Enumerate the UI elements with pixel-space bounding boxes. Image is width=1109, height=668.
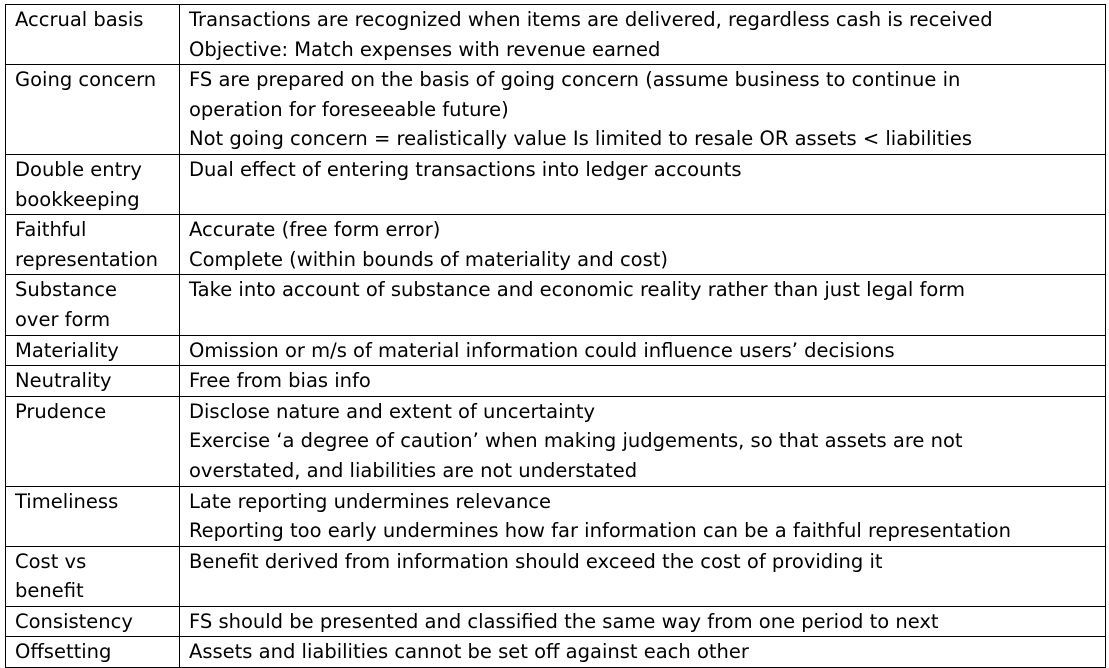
concept-term-cell — [6, 396, 180, 486]
concept-description-cell — [180, 154, 1106, 214]
concept-description-line: Not going concern = realistically value Is limited to resale OR assets < liabilities — [189, 127, 973, 151]
concept-term-cell — [6, 65, 180, 155]
concept-description-cell — [180, 65, 1106, 155]
concept-description-cell — [180, 366, 1106, 397]
table-row — [6, 335, 1106, 366]
concept-description-cell — [180, 396, 1106, 486]
table-row — [6, 215, 1106, 275]
concepts-table — [5, 4, 1106, 668]
concept-description-line: Disclose nature and extent of uncertainty — [189, 399, 596, 423]
concept-term-line: Neutrality — [15, 369, 112, 393]
concept-term-line: bookkeeping — [15, 187, 140, 211]
concept-description-line: Assets and liabilities cannot be set off against each other — [189, 640, 749, 664]
concept-description-cell — [180, 546, 1106, 606]
concepts-table-body — [6, 5, 1106, 668]
table-row — [6, 486, 1106, 546]
concept-description-line: Reporting too early undermines how far information can be a faithful representation — [189, 519, 1011, 543]
concept-term-line: Double entry — [15, 157, 142, 181]
concept-term-cell — [6, 215, 180, 275]
table-row — [6, 65, 1106, 155]
table-row — [6, 606, 1106, 637]
concept-description-cell — [180, 606, 1106, 637]
concept-description-cell — [180, 275, 1106, 335]
table-row — [6, 546, 1106, 606]
concept-term-cell — [6, 275, 180, 335]
concept-term-cell — [6, 154, 180, 214]
concept-term-cell — [6, 366, 180, 397]
concept-description-line: Omission or m/s of material information could influence users’ decisions — [189, 338, 895, 362]
concept-term-cell — [6, 5, 180, 65]
concept-term-line: Materiality — [15, 338, 119, 362]
concept-description-line: Benefit derived from information should exceed the cost of providing it — [189, 549, 883, 573]
concept-description-cell — [180, 486, 1106, 546]
concept-term-line: Prudence — [15, 399, 107, 423]
table-row — [6, 154, 1106, 214]
concept-description-cell — [180, 335, 1106, 366]
table-row — [6, 275, 1106, 335]
concept-description-line: Free from bias info — [189, 369, 371, 393]
concept-term-line: Consistency — [15, 609, 133, 633]
concept-term-line: Faithful — [15, 218, 87, 242]
concept-term-cell — [6, 606, 180, 637]
table-row — [6, 366, 1106, 397]
table-row — [6, 5, 1106, 65]
concept-term-line: Offsetting — [15, 640, 112, 664]
concept-description-line: Exercise ‘a degree of caution’ when making judgements, so that assets are not — [189, 429, 963, 453]
concept-term-line: Timeliness — [15, 489, 119, 513]
concept-description-line: Late reporting undermines relevance — [189, 489, 552, 513]
concept-description-line: FS should be presented and classified the same way from one period to next — [189, 609, 939, 633]
concept-term-cell — [6, 486, 180, 546]
concept-term-cell — [6, 546, 180, 606]
concept-term-line: Accrual basis — [15, 8, 144, 31]
concept-term-cell — [6, 335, 180, 366]
concept-description-line: Take into account of substance and economic reality rather than just legal form — [189, 278, 965, 302]
concept-term-line: benefit — [15, 579, 84, 603]
concept-description-line: operation for foreseeable future) — [189, 97, 509, 121]
concept-description-line: Complete (within bounds of materiality and cost) — [189, 247, 669, 271]
concept-description-line: Dual effect of entering transactions into ledger accounts — [189, 157, 742, 181]
concept-description-cell — [180, 215, 1106, 275]
concept-description-cell — [180, 5, 1106, 65]
concept-description-line: overstated, and liabilities are not understated — [189, 458, 638, 482]
concept-description-line: Accurate (free form error) — [189, 218, 441, 242]
concept-description-line: Transactions are recognized when items are delivered, regardless cash is received — [189, 8, 993, 31]
table-row — [6, 396, 1106, 486]
concept-description-line: Objective: Match expenses with revenue earned — [189, 37, 661, 61]
concept-description-line: FS are prepared on the basis of going concern (assume business to continue in — [189, 68, 961, 92]
concept-term-line: Cost vs — [15, 549, 87, 573]
concept-term-line: Substance — [15, 278, 117, 302]
concept-term-line: over form — [15, 307, 111, 331]
concept-term-line: Going concern — [15, 68, 157, 92]
concept-term-line: representation — [15, 247, 159, 271]
